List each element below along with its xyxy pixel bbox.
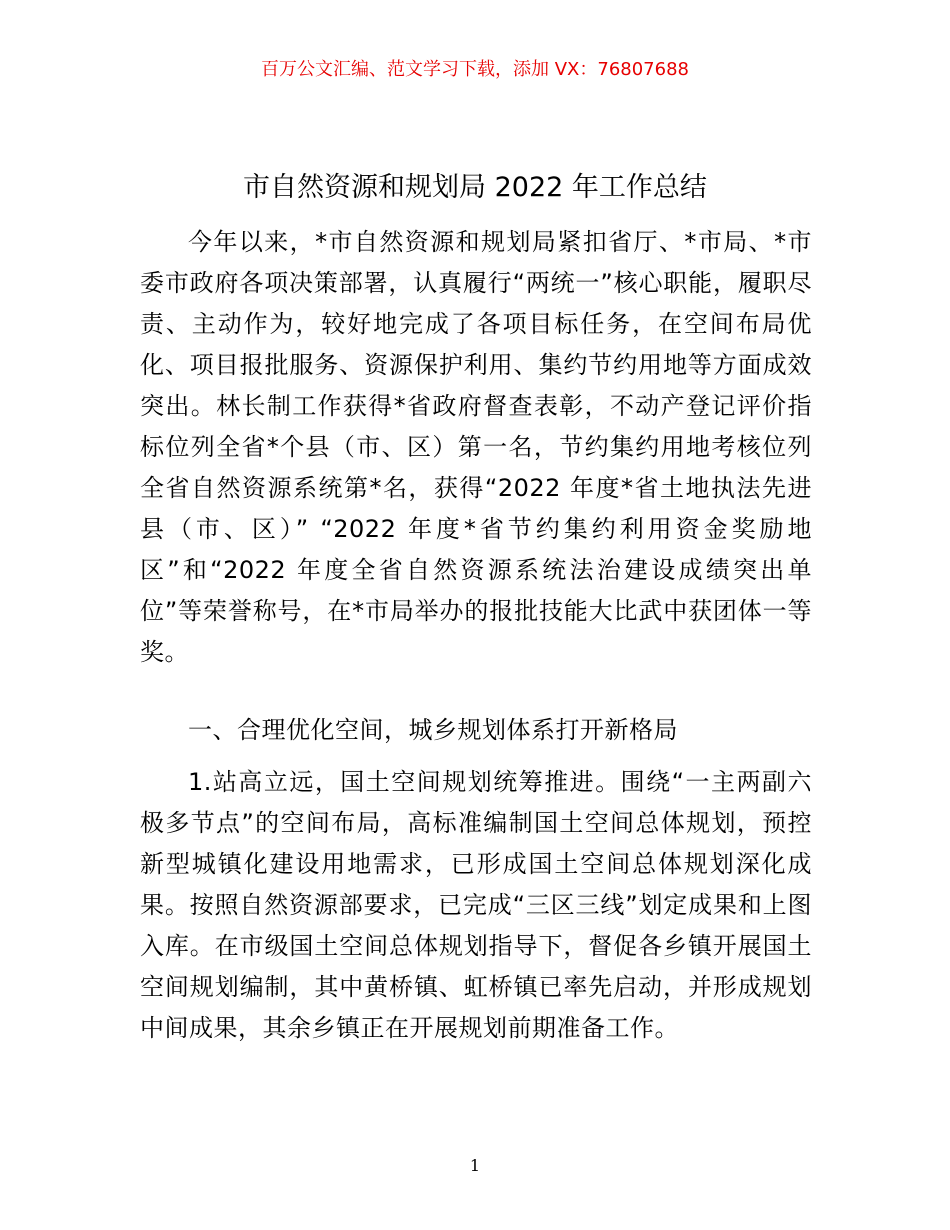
page-number: 1 <box>469 1156 481 1175</box>
intro-paragraph: 今年以来，*市自然资源和规划局紧扣省厅、*市局、*市委市政府各项决策部署，认真履行“两统一”核心职能，履职尽责、主动作为，较好地完成了各项目标任务，在空间布局优化、项目报批服务、资源保护利用、集约节约用地等方面成效突出。林长制工作获得*省政府督查表彰，不动产登记评价指标位列全省*个县（市、区）第一名，节约集约用地考核位列全省自然资源系统第*名，获得“2022 年度*省土地执法先进县（市、区）” “2022 年度*省节约集约利用资金奖励地区”和“2022 年度全省自然资源系统法治建设成绩突出单位”等荣誉称号，在*市局举办的报批技能大比武中获团体一等奖。 <box>140 228 812 666</box>
section-heading: 一、合理优化空间，城乡规划体系打开新格局 <box>188 716 678 744</box>
item-paragraph: 1.站高立远，国土空间规划统筹推进。围绕“一主两副六极多节点”的空间布局，高标准编制国土空间总体规划，预控新型城镇化建设用地需求，已形成国土空间总体规划深化成果。按照自然资源部要求，已完成“三区三线”划定成果和上图入库。在市级国土空间总体规划指导下，督促各乡镇开展国土空间规划编制，其中黄桥镇、虹桥镇已率先启动，并形成规划中间成果，其余乡镇正在开展规划前期准备工作。 <box>140 768 812 1042</box>
document-title: 市自然资源和规划局 2022 年工作总结 <box>243 172 707 203</box>
header-banner: 百万公文汇编、范文学习下载，添加 VX：76807688 <box>261 59 689 80</box>
